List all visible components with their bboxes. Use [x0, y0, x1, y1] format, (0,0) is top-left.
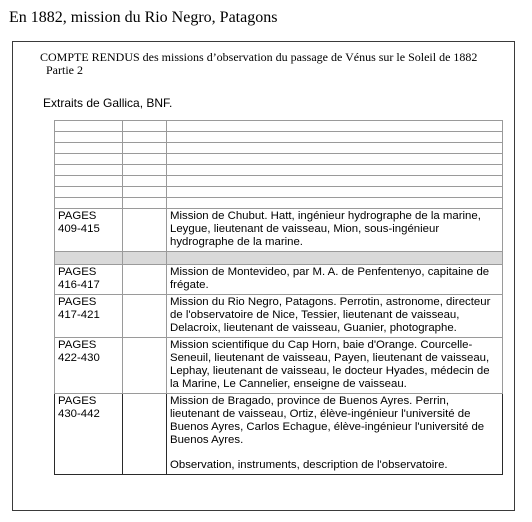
- page-title: En 1882, mission du Rio Negro, Patagons: [9, 9, 278, 26]
- pages-range: 430-442: [58, 408, 100, 420]
- empty-row: [55, 176, 503, 187]
- empty-row: [55, 154, 503, 165]
- pages-cell: [55, 394, 123, 475]
- table-row: [55, 394, 503, 475]
- spacer-cell: [123, 295, 167, 338]
- table-row: [55, 209, 503, 252]
- pages-cell: [55, 338, 123, 394]
- pages-range: 422-430: [58, 352, 100, 364]
- spacer-cell: [123, 265, 167, 295]
- pages-label: PAGES: [58, 395, 97, 407]
- table-row: [55, 265, 503, 295]
- empty-row: [55, 143, 503, 154]
- description-cell: [167, 394, 503, 475]
- spacer-cell: [123, 209, 167, 252]
- document-header-part: Partie 2: [46, 63, 83, 77]
- description-cell: Mission scientifique du Cap Horn, baie d'Orange. Courcelle-Seneuil, lieutenant de vaisseau, Payen, lieutenant de vaisseau, Lephay, lieutenant de vaisseau, le docteur Hyades, médecin de la Marine, Le Cannelier, enseigne de vaisseau.: [167, 338, 503, 394]
- pages-label: PAGES: [58, 339, 97, 351]
- pages-range: 409-415: [58, 223, 100, 235]
- empty-row: [55, 165, 503, 176]
- description-cell: Mission de Chubut. Hatt, ingénieur hydrographe de la marine, Leygue, lieutenant de vaisseau, Mion, sous-ingénieur hydrographe de la marine.: [167, 209, 503, 252]
- separator-row: [55, 252, 503, 265]
- description-note: Observation, instruments, description de l'observatoire.: [170, 459, 448, 471]
- empty-row: [55, 121, 503, 132]
- pages-cell: [55, 295, 123, 338]
- pages-label: PAGES: [58, 296, 97, 308]
- description-text: Mission de Bragado, province de Buenos Ayres. Perrin, lieutenant de vaisseau, Ortiz, élève-ingénieur l'université de Buenos Ayres, Carlos Echague, élève-ingénieur l'université de Buenos Ayres.: [170, 395, 485, 446]
- table-row: [55, 338, 503, 394]
- description-cell: Mission du Rio Negro, Patagons. Perrotin, astronome, directeur de l'observatoire de Nice, Tessier, lieutenant de vaisseau, Delacroix, lieutenant de vaisseau, Guanier, photographe.: [167, 295, 503, 338]
- spacer-cell: [123, 338, 167, 394]
- pages-range: 416-417: [58, 279, 100, 291]
- pages-label: PAGES: [58, 266, 97, 278]
- pages-cell: [55, 209, 123, 252]
- table-row: [55, 295, 503, 338]
- document-header-title: COMPTE RENDUS des missions d’observation du passage de Vénus sur le Soleil de 1882: [40, 50, 478, 64]
- spacer-cell: [123, 394, 167, 475]
- empty-row: [55, 132, 503, 143]
- description-cell: Mission de Montevideo, par M. A. de Penfentenyo, capitaine de frégate.: [167, 265, 503, 295]
- pages-cell: [55, 265, 123, 295]
- pages-label: PAGES: [58, 210, 97, 222]
- empty-row: [55, 187, 503, 198]
- document-header: [40, 51, 477, 77]
- source-note: Extraits de Gallica, BNF.: [43, 96, 173, 110]
- empty-row: [55, 198, 503, 209]
- missions-table: [54, 120, 503, 475]
- pages-range: 417-421: [58, 309, 100, 321]
